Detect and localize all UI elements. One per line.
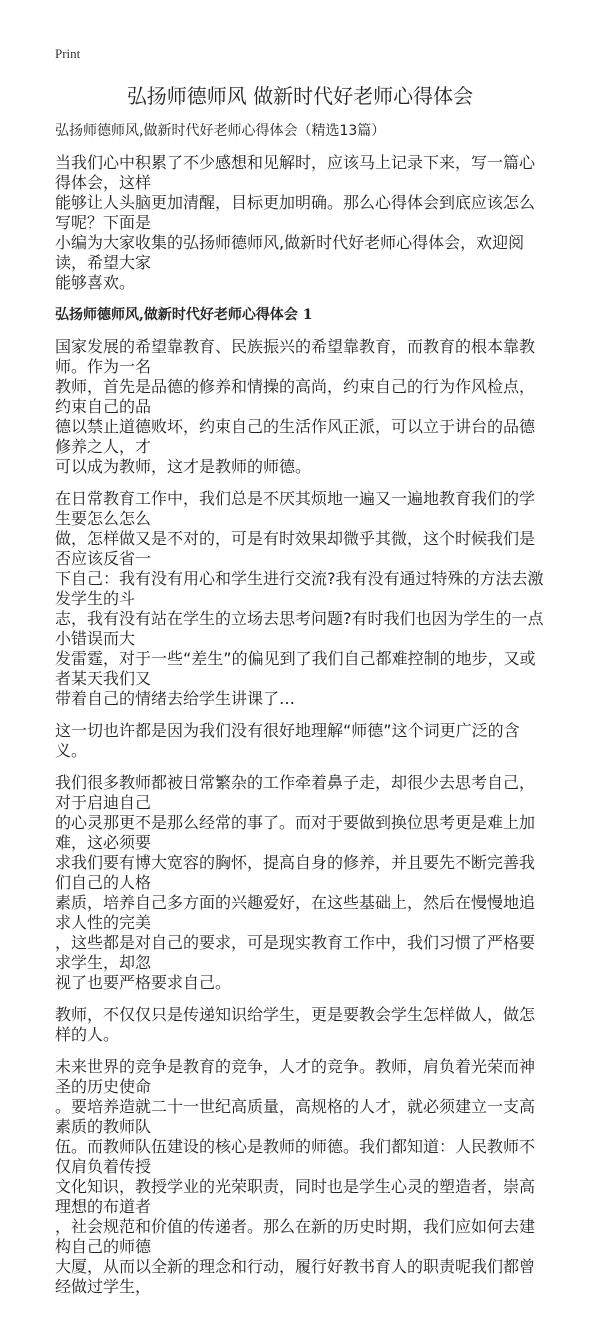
text-line: 。要培养造就二十一世纪高质量，高规格的人才，就必须建立一支高素质的教师队: [55, 1097, 536, 1136]
text-line: 能够让人头脑更加清醒，目标更加明确。那么心得体会到底应该怎么写呢？下面是: [55, 193, 536, 232]
text-line: 教师，首先是品德的修养和情操的高尚，约束自己的行为作风检点，约束自己的品: [55, 377, 536, 416]
print-link[interactable]: Print: [55, 46, 81, 61]
subtitle: 弘扬师德师风,做新时代好老师心得体会（精选13篇）: [55, 123, 386, 139]
text-line: 教师，不仅仅只是传递知识给学生，更是要教会学生怎样做人，做怎样的人。: [55, 1005, 536, 1044]
text-line: 视了也要严格要求自己。: [55, 973, 232, 992]
paragraph: [55, 773, 545, 993]
text-line: 求我们要有博大宽容的胸怀，提高自身的修养，并且要先不断完善我们自己的人格: [55, 853, 536, 892]
text-line: 伍。而教师队伍建设的核心是教师的师德。我们都知道：人民教师不仅肩负着传授: [55, 1137, 536, 1176]
paragraph: [55, 489, 545, 709]
text-line: 德以禁止道德败坏，约束自己的生活作风正派，可以立于讲台的品德修养之人，才: [55, 417, 536, 456]
text-line: 带着自己的情绪去给学生讲课了…: [55, 689, 296, 708]
text-line: 当我们心中积累了不少感想和见解时，应该马上记录下来，写一篇心得体会，这样: [55, 153, 536, 192]
paragraph: [55, 721, 545, 761]
text-line: 志，我有没有站在学生的立场去思考问题?有时我们也因为学生的一点小错误而大: [55, 609, 544, 648]
text-line: 素质，培养自己多方面的兴趣爱好，在这些基础上，然后在慢慢地追求人性的完美: [55, 893, 536, 932]
paragraph: [55, 337, 545, 477]
intro-paragraph: [55, 153, 545, 293]
page-title: 弘扬师德师风 做新时代好老师心得体会: [126, 84, 474, 108]
text-line: 可以成为教师，这才是教师的师德。: [55, 457, 312, 476]
text-line: 在日常教育工作中，我们总是不厌其烦地一遍又一遍地教育我们的学生要怎么怎么: [55, 489, 536, 528]
text-line: 文化知识，教授学业的光荣职责，同时也是学生心灵的塑造者，崇高理想的布道者: [55, 1177, 536, 1216]
paragraph: [55, 1057, 545, 1297]
text-line: 我们很多教师都被日常繁杂的工作牵着鼻子走，却很少去思考自己，对于启迪自己: [55, 773, 536, 812]
text-line: 发雷霆，对于一些“差生”的偏见到了我们自己都难控制的地步，又或者某天我们又: [55, 649, 536, 688]
text-line: 这一切也许都是因为我们没有很好地理解“师德”这个词更广泛的含义。: [55, 721, 520, 760]
text-line: 的心灵那更不是那么经常的事了。而对于要做到换位思考更是难上加难，这必须要: [55, 813, 536, 852]
text-line: 做，怎样做又是不对的，可是有时效果却微乎其微，这个时候我们是否应该反省一: [55, 529, 536, 568]
text-line: ，社会规范和价值的传递者。那么在新的历史时期，我们应如何去建构自己的师德: [55, 1217, 536, 1256]
paragraph: [55, 1005, 545, 1045]
text-line: 能够喜欢。: [55, 273, 136, 292]
text-line: 国家发展的希望靠教育、民族振兴的希望靠教育，而教育的根本靠教师。作为一名: [55, 337, 536, 376]
text-line: 未来世界的竞争是教育的竞争，人才的竞争。教师，肩负着光荣而神圣的历史使命: [55, 1057, 536, 1096]
text-line: 小编为大家收集的弘扬师德师风,做新时代好老师心得体会，欢迎阅读，希望大家: [55, 233, 525, 272]
text-line: ，这些都是对自己的要求，可是现实教育工作中，我们习惯了严格要求学生，却忽: [55, 933, 536, 972]
section-heading: 弘扬师德师风,做新时代好老师心得体会 1: [55, 307, 313, 323]
text-line: 下自己：我有没有用心和学生进行交流?我有没有通过特殊的方法去激发学生的斗: [55, 569, 544, 608]
text-line: 大厦，从而以全新的理念和行动，履行好教书育人的职责呢我们都曾经做过学生，: [55, 1257, 536, 1296]
